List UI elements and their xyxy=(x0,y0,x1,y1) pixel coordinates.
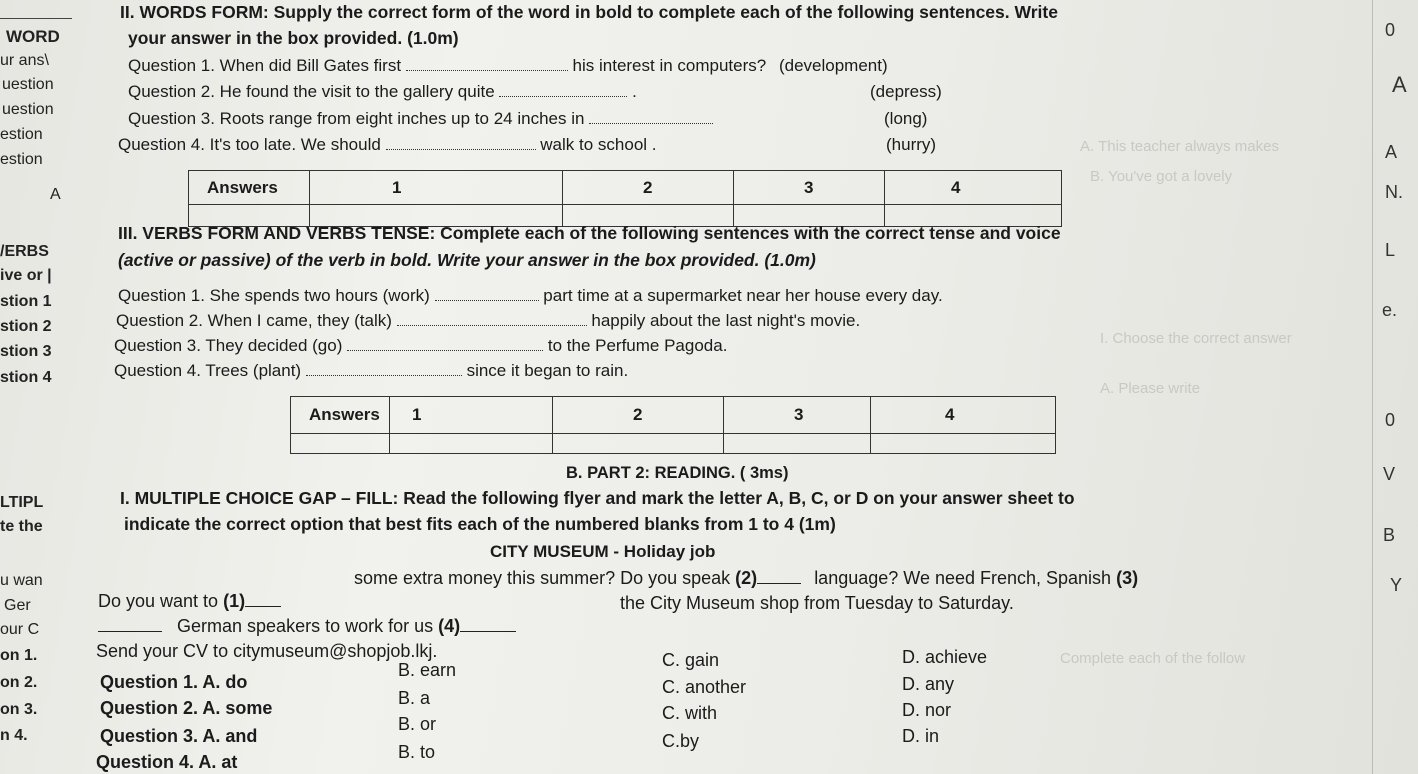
flyer-line-1a xyxy=(98,591,281,612)
question-text: Question 1. She spends two hours (work) xyxy=(118,286,430,305)
section-iii-title-line2: (active or passive) of the verb in bold. Write your answer in the box provided. (1.0m) xyxy=(118,250,816,270)
prev-page-text: n 4. xyxy=(0,727,28,744)
word-hint: (hurry) xyxy=(886,135,937,154)
question-text: since it began to rain. xyxy=(466,361,629,380)
prev-page-text: LTIPL xyxy=(0,494,44,511)
gap-blank[interactable] xyxy=(460,617,516,632)
section-iii-question-4 xyxy=(114,361,628,381)
question-text: part time at a supermarket near her house every day. xyxy=(543,286,943,305)
answer-number: 3 xyxy=(734,171,885,205)
answer-number: 4 xyxy=(885,171,1062,205)
section-iii-question-3 xyxy=(114,336,727,356)
question-text: Question 4. It's too late. We should xyxy=(118,135,381,154)
word-hint: (development) xyxy=(778,56,888,75)
answer-number: 2 xyxy=(553,397,724,434)
question-text: Question 3. Roots range from eight inches up to 24 inches in xyxy=(128,109,585,128)
margin-mark: V xyxy=(1383,464,1396,484)
option-b[interactable]: B. a xyxy=(398,688,431,708)
prev-page-text: Ger xyxy=(4,597,31,614)
question-text: to the Perfume Pagoda. xyxy=(547,336,728,355)
margin-mark: L xyxy=(1385,240,1396,260)
answer-blank[interactable] xyxy=(347,338,543,351)
option-question-2: Question 2. A. some xyxy=(100,698,273,718)
flyer-line-2 xyxy=(98,616,516,637)
prev-page-text: stion 3 xyxy=(0,343,52,360)
prev-page-text: on 1. xyxy=(0,647,38,664)
option-b[interactable]: B. or xyxy=(398,714,437,734)
prev-page-text: stion 2 xyxy=(0,318,52,335)
margin-mark: 0 xyxy=(1385,410,1396,430)
option-c[interactable]: C. another xyxy=(662,677,747,697)
section-ii-title: II. WORDS FORM: Supply the correct form of the word in bold to complete each of the following sentences. Write xyxy=(120,2,1058,22)
blank-number: (4) xyxy=(438,616,461,636)
bleed-through-text: A. This teacher always makes xyxy=(1080,138,1279,155)
answer-cell[interactable] xyxy=(553,434,724,454)
prev-page-text: estion xyxy=(0,126,43,143)
answer-blank[interactable] xyxy=(386,137,536,150)
margin-line xyxy=(1372,0,1373,774)
blank-number: (1) xyxy=(223,591,246,611)
option-c[interactable]: C. gain xyxy=(662,650,720,670)
answers-label: Answers xyxy=(189,171,310,205)
answer-blank[interactable] xyxy=(435,288,539,301)
section-iii-title: III. VERBS FORM AND VERBS TENSE: Complete each of the following sentences with the correct tense and voice xyxy=(118,223,1061,243)
flyer-text: some extra money this summer? Do you speak xyxy=(354,568,731,588)
bleed-through-text: Complete each of the follow xyxy=(1060,650,1246,667)
prev-page-text: on 3. xyxy=(0,701,38,718)
prev-page-text: WORD xyxy=(6,27,60,46)
question-text: Question 3. They decided (go) xyxy=(114,336,343,355)
option-question-1: Question 1. A. do xyxy=(100,672,248,692)
option-question-3: Question 3. A. and xyxy=(100,726,258,746)
option-c[interactable]: C.by xyxy=(662,731,700,751)
margin-mark: Y xyxy=(1390,575,1403,595)
section-ii-title-line2: your answer in the box provided. (1.0m) xyxy=(128,28,459,48)
flyer-title: CITY MUSEUM - Holiday job xyxy=(490,542,716,561)
prev-page-text: stion 1 xyxy=(0,293,52,310)
answer-number: 2 xyxy=(563,171,734,205)
flyer-line-2b: the City Museum shop from Tuesday to Saturday. xyxy=(620,593,1014,613)
flyer-text: Do you want to xyxy=(98,591,219,611)
answer-blank[interactable] xyxy=(499,84,627,97)
answer-blank[interactable] xyxy=(406,58,568,71)
bleed-through-text: A. Please write xyxy=(1100,380,1201,397)
flyer-line-1b xyxy=(354,568,1138,589)
blank-number: (3) xyxy=(1116,568,1139,588)
margin-mark: A xyxy=(1392,72,1407,97)
section-ii-question-4 xyxy=(118,135,657,155)
gap-blank[interactable] xyxy=(98,617,162,632)
flyer-text: language? We need French, Spanish xyxy=(814,568,1112,588)
section-ii-question-3 xyxy=(128,109,713,129)
answer-blank[interactable] xyxy=(306,363,462,376)
question-text: happily about the last night's movie. xyxy=(591,311,861,330)
question-text: . xyxy=(632,82,637,101)
option-d[interactable]: D. any xyxy=(902,674,955,694)
prev-page-text: estion xyxy=(0,151,43,168)
answer-cell[interactable] xyxy=(871,434,1056,454)
section-ii-answer-table xyxy=(188,170,1062,227)
section-ii-question-2 xyxy=(128,82,637,102)
prev-page-text: uestion xyxy=(2,76,54,93)
section-ii-question-1 xyxy=(128,56,888,76)
prev-page-text: our C xyxy=(0,621,40,638)
word-hint: (depress) xyxy=(870,82,942,101)
answer-blank[interactable] xyxy=(589,111,713,124)
bleed-through-text: I. Choose the correct answer xyxy=(1100,330,1292,347)
prev-page-text: uestion xyxy=(2,101,54,118)
question-text: Question 4. Trees (plant) xyxy=(114,361,302,380)
gap-blank[interactable] xyxy=(757,569,801,584)
prev-page-text: ive or | xyxy=(0,267,52,284)
blank-number: (2) xyxy=(735,568,758,588)
option-c[interactable]: C. with xyxy=(662,703,718,723)
margin-mark: N. xyxy=(1385,182,1403,202)
prev-page-text: ur ans\ xyxy=(0,52,49,69)
margin-mark: B xyxy=(1383,525,1396,545)
question-text: Question 2. He found the visit to the gallery quite xyxy=(128,82,495,101)
section-iii-answer-table xyxy=(290,396,1056,454)
answer-blank[interactable] xyxy=(397,313,587,326)
question-text: walk to school . xyxy=(540,135,657,154)
margin-mark: A xyxy=(1385,142,1398,162)
answer-number: 4 xyxy=(871,397,1056,434)
gap-blank[interactable] xyxy=(245,592,281,607)
word-hint: (long) xyxy=(884,109,928,128)
prev-page-text: u wan xyxy=(0,572,43,589)
option-d[interactable]: D. achieve xyxy=(902,647,988,667)
section-iii-question-1 xyxy=(118,286,943,306)
answer-cell[interactable] xyxy=(724,434,871,454)
option-d[interactable]: D. in xyxy=(902,726,940,746)
answer-cell[interactable] xyxy=(390,434,553,454)
section-iii-question-2 xyxy=(116,311,860,331)
answers-label: Answers xyxy=(291,397,390,434)
prev-page-text: on 2. xyxy=(0,674,38,691)
answer-number: 1 xyxy=(390,397,553,434)
margin-mark: e. xyxy=(1382,300,1398,320)
part-2-title: I. MULTIPLE CHOICE GAP – FILL: Read the following flyer and mark the letter A, B, C, or D on your answer sheet to xyxy=(120,488,1075,508)
option-b[interactable]: B. earn xyxy=(398,660,457,680)
part-2-heading: B. PART 2: READING. ( 3ms) xyxy=(566,464,789,482)
margin-mark: 0 xyxy=(1385,20,1396,40)
option-d[interactable]: D. nor xyxy=(902,700,952,720)
prev-page-text: stion 4 xyxy=(0,369,52,386)
question-text: Question 2. When I came, they (talk) xyxy=(116,311,392,330)
question-text: Question 1. When did Bill Gates first xyxy=(128,56,402,75)
prev-page-text: /ERBS xyxy=(0,243,49,260)
answer-cell xyxy=(291,434,390,454)
option-b[interactable]: B. to xyxy=(398,742,436,762)
answer-number: 1 xyxy=(310,171,563,205)
bleed-through-text: B. You've got a lovely xyxy=(1090,168,1233,185)
flyer-text: German speakers to work for us xyxy=(177,616,434,636)
prev-page-text: te the xyxy=(0,518,43,535)
answer-number: 3 xyxy=(724,397,871,434)
flyer-line-3: Send your CV to citymuseum@shopjob.lkj. xyxy=(96,641,438,661)
question-text: his interest in computers? xyxy=(572,56,767,75)
top-rule xyxy=(0,18,72,19)
option-question-4: Question 4. A. at xyxy=(96,752,238,772)
prev-page-text: A xyxy=(50,186,61,203)
part-2-title-line2: indicate the correct option that best fits each of the numbered blanks from 1 to 4 (1m) xyxy=(124,514,836,534)
